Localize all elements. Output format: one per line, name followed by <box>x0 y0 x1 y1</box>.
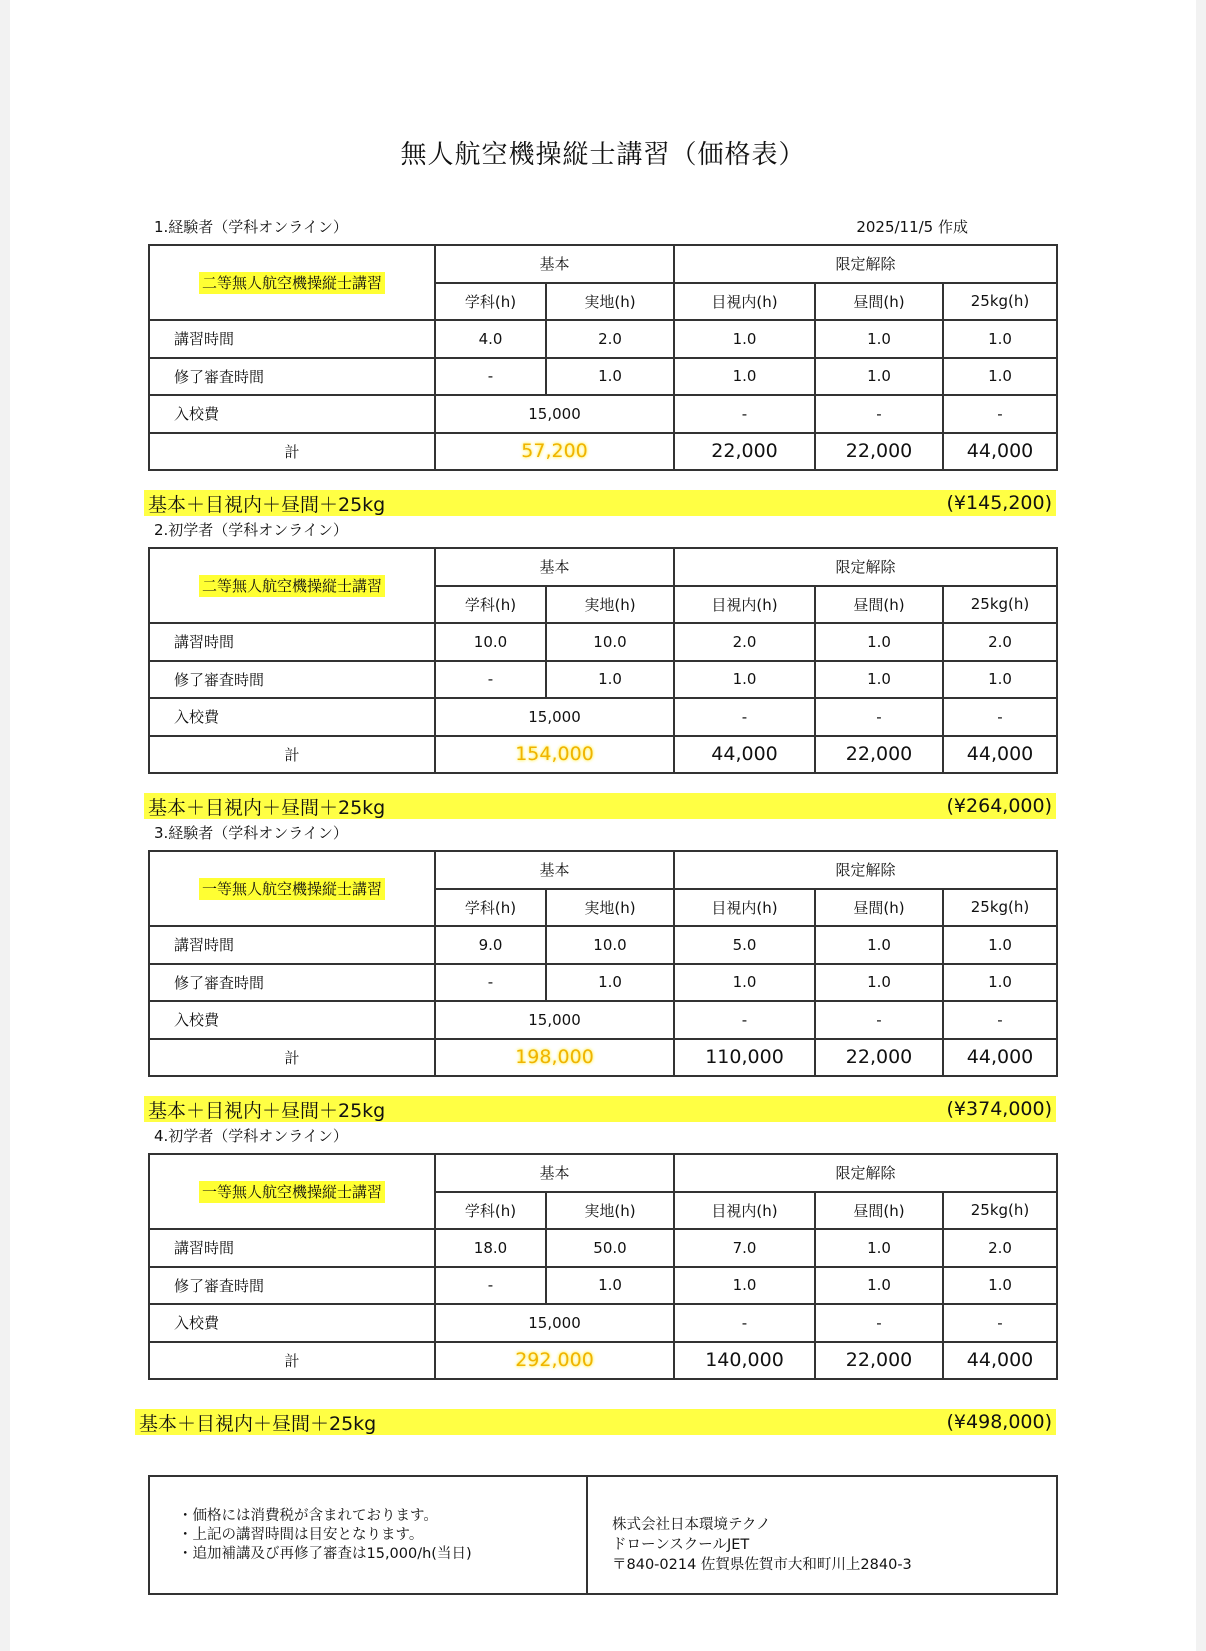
summary-band <box>144 490 1056 516</box>
course-name: 二等無人航空機操縦士講習 <box>199 272 385 294</box>
total-cell: 44,000 <box>943 433 1057 471</box>
total-cell: 22,000 <box>815 433 943 471</box>
address: 〒840-0214 佐賀県佐賀市大和町川上2840-3 <box>612 1557 912 1573</box>
hours-cell: 2.0 <box>943 1229 1057 1267</box>
hours-cell: 10.0 <box>546 623 674 661</box>
total-cell: 44,000 <box>943 1039 1057 1077</box>
hours-cell: 2.0 <box>674 623 815 661</box>
fee-cell: - <box>674 1304 815 1342</box>
exam-cell: - <box>435 661 546 699</box>
course-name: 一等無人航空機操縦士講習 <box>199 1181 385 1203</box>
fee-cell: 15,000 <box>435 1304 674 1342</box>
hours-cell: 4.0 <box>435 320 546 358</box>
price-table <box>148 850 1058 1077</box>
header-academic: 学科(h) <box>435 889 546 927</box>
exam-cell: 1.0 <box>815 661 943 699</box>
row-label: 入校費 <box>149 698 435 736</box>
exam-cell: 1.0 <box>674 358 815 396</box>
total-cell: 22,000 <box>674 433 815 471</box>
course-name-cell <box>149 548 435 623</box>
total-basic: 292,000 <box>435 1342 674 1380</box>
total-basic: 198,000 <box>435 1039 674 1077</box>
header-limit: 限定解除 <box>674 245 1057 283</box>
header-visual: 目視内(h) <box>674 283 815 321</box>
header-limit: 限定解除 <box>674 851 1057 889</box>
exam-cell: 1.0 <box>943 358 1057 396</box>
section-label: 2.初学者（学科オンライン） <box>154 521 348 539</box>
row-label: 入校費 <box>149 1304 435 1342</box>
header-25kg: 25kg(h) <box>943 1192 1057 1230</box>
exam-cell: 1.0 <box>815 358 943 396</box>
hours-cell: 10.0 <box>546 926 674 964</box>
row-label: 講習時間 <box>149 320 435 358</box>
row-label: 講習時間 <box>149 1229 435 1267</box>
row-label: 講習時間 <box>149 926 435 964</box>
created-date: 2025/11/5 作成 <box>856 218 968 236</box>
course-name: 二等無人航空機操縦士講習 <box>199 575 385 597</box>
summary-total: (¥145,200) <box>946 492 1052 514</box>
summary-label: 基本＋目視内＋昼間＋25kg <box>148 796 386 819</box>
header-visual: 目視内(h) <box>674 586 815 624</box>
header-visual: 目視内(h) <box>674 889 815 927</box>
header-daytime: 昼間(h) <box>815 283 943 321</box>
course-name-cell <box>149 245 435 320</box>
note: ・追加補講及び再修了審査は15,000/h(当日) <box>178 1546 472 1562</box>
fee-cell: - <box>815 1304 943 1342</box>
hours-cell: 7.0 <box>674 1229 815 1267</box>
header-practical: 実地(h) <box>546 889 674 927</box>
section-label: 1.経験者（学科オンライン） <box>154 218 348 236</box>
total-basic: 154,000 <box>435 736 674 774</box>
hours-cell: 1.0 <box>674 320 815 358</box>
total-cell: 22,000 <box>815 736 943 774</box>
total-basic: 57,200 <box>435 433 674 471</box>
summary-total: (¥264,000) <box>946 795 1052 817</box>
summary-label: 基本＋目視内＋昼間＋25kg <box>148 493 386 516</box>
header-25kg: 25kg(h) <box>943 283 1057 321</box>
section-label: 4.初学者（学科オンライン） <box>154 1127 348 1145</box>
summary-band <box>144 1096 1056 1122</box>
note: ・価格には消費税が含まれております。 <box>178 1508 438 1524</box>
header-basic: 基本 <box>435 851 674 889</box>
summary-band <box>135 1409 1056 1435</box>
exam-cell: 1.0 <box>943 661 1057 699</box>
exam-cell: 1.0 <box>546 661 674 699</box>
summary-label: 基本＋目視内＋昼間＋25kg <box>139 1412 377 1435</box>
header-daytime: 昼間(h) <box>815 586 943 624</box>
exam-cell: 1.0 <box>815 964 943 1002</box>
row-label: 計 <box>149 1039 435 1077</box>
header-academic: 学科(h) <box>435 1192 546 1230</box>
exam-cell: 1.0 <box>546 358 674 396</box>
hours-cell: 1.0 <box>943 320 1057 358</box>
header-25kg: 25kg(h) <box>943 889 1057 927</box>
fee-cell: - <box>943 698 1057 736</box>
fee-cell: - <box>674 1001 815 1039</box>
fee-cell: - <box>674 698 815 736</box>
course-name-cell <box>149 1154 435 1229</box>
page-title: 無人航空機操縦士講習（価格表） <box>400 140 806 170</box>
summary-band <box>144 793 1056 819</box>
fee-cell: 15,000 <box>435 698 674 736</box>
price-table <box>148 547 1058 774</box>
row-label: 計 <box>149 433 435 471</box>
exam-cell: 1.0 <box>674 661 815 699</box>
hours-cell: 9.0 <box>435 926 546 964</box>
total-cell: 110,000 <box>674 1039 815 1077</box>
total-cell: 44,000 <box>943 1342 1057 1380</box>
hours-cell: 10.0 <box>435 623 546 661</box>
note: ・上記の講習時間は目安となります。 <box>178 1527 424 1543</box>
header-25kg: 25kg(h) <box>943 586 1057 624</box>
total-cell: 22,000 <box>815 1342 943 1380</box>
course-name: 一等無人航空機操縦士講習 <box>199 878 385 900</box>
fee-cell: - <box>943 1304 1057 1342</box>
company-name: 株式会社日本環境テクノ <box>612 1517 771 1533</box>
total-cell: 140,000 <box>674 1342 815 1380</box>
header-daytime: 昼間(h) <box>815 1192 943 1230</box>
fee-cell: - <box>815 1001 943 1039</box>
row-label: 修了審査時間 <box>149 661 435 699</box>
hours-cell: 1.0 <box>815 320 943 358</box>
header-practical: 実地(h) <box>546 586 674 624</box>
exam-cell: 1.0 <box>815 1267 943 1305</box>
exam-cell: 1.0 <box>546 964 674 1002</box>
school-name: ドローンスクールJET <box>612 1537 750 1553</box>
fee-cell: 15,000 <box>435 1001 674 1039</box>
fee-cell: 15,000 <box>435 395 674 433</box>
hours-cell: 18.0 <box>435 1229 546 1267</box>
header-academic: 学科(h) <box>435 586 546 624</box>
total-cell: 44,000 <box>943 736 1057 774</box>
hours-cell: 50.0 <box>546 1229 674 1267</box>
header-practical: 実地(h) <box>546 283 674 321</box>
row-label: 計 <box>149 736 435 774</box>
row-label: 入校費 <box>149 395 435 433</box>
row-label: 修了審査時間 <box>149 964 435 1002</box>
header-basic: 基本 <box>435 245 674 283</box>
row-label: 修了審査時間 <box>149 358 435 396</box>
fee-cell: - <box>815 698 943 736</box>
fee-cell: - <box>815 395 943 433</box>
summary-total: (¥498,000) <box>946 1411 1052 1433</box>
section-label: 3.経験者（学科オンライン） <box>154 824 348 842</box>
header-visual: 目視内(h) <box>674 1192 815 1230</box>
row-label: 講習時間 <box>149 623 435 661</box>
exam-cell: 1.0 <box>674 964 815 1002</box>
hours-cell: 1.0 <box>815 926 943 964</box>
price-table <box>148 1153 1058 1380</box>
row-label: 入校費 <box>149 1001 435 1039</box>
header-basic: 基本 <box>435 548 674 586</box>
fee-cell: - <box>674 395 815 433</box>
hours-cell: 5.0 <box>674 926 815 964</box>
price-table <box>148 244 1058 471</box>
hours-cell: 1.0 <box>815 1229 943 1267</box>
fee-cell: - <box>943 1001 1057 1039</box>
header-practical: 実地(h) <box>546 1192 674 1230</box>
exam-cell: - <box>435 964 546 1002</box>
hours-cell: 1.0 <box>943 926 1057 964</box>
row-label: 計 <box>149 1342 435 1380</box>
exam-cell: 1.0 <box>943 964 1057 1002</box>
total-cell: 44,000 <box>674 736 815 774</box>
exam-cell: 1.0 <box>546 1267 674 1305</box>
footer-box <box>148 1475 1058 1595</box>
header-basic: 基本 <box>435 1154 674 1192</box>
fee-cell: - <box>943 395 1057 433</box>
hours-cell: 2.0 <box>943 623 1057 661</box>
header-limit: 限定解除 <box>674 548 1057 586</box>
header-academic: 学科(h) <box>435 283 546 321</box>
exam-cell: - <box>435 358 546 396</box>
hours-cell: 2.0 <box>546 320 674 358</box>
summary-total: (¥374,000) <box>946 1098 1052 1120</box>
exam-cell: - <box>435 1267 546 1305</box>
header-daytime: 昼間(h) <box>815 889 943 927</box>
total-cell: 22,000 <box>815 1039 943 1077</box>
header-limit: 限定解除 <box>674 1154 1057 1192</box>
summary-label: 基本＋目視内＋昼間＋25kg <box>148 1099 386 1122</box>
hours-cell: 1.0 <box>815 623 943 661</box>
footer-company <box>588 1477 1056 1593</box>
course-name-cell <box>149 851 435 926</box>
exam-cell: 1.0 <box>674 1267 815 1305</box>
row-label: 修了審査時間 <box>149 1267 435 1305</box>
exam-cell: 1.0 <box>943 1267 1057 1305</box>
footer-notes <box>150 1477 588 1593</box>
